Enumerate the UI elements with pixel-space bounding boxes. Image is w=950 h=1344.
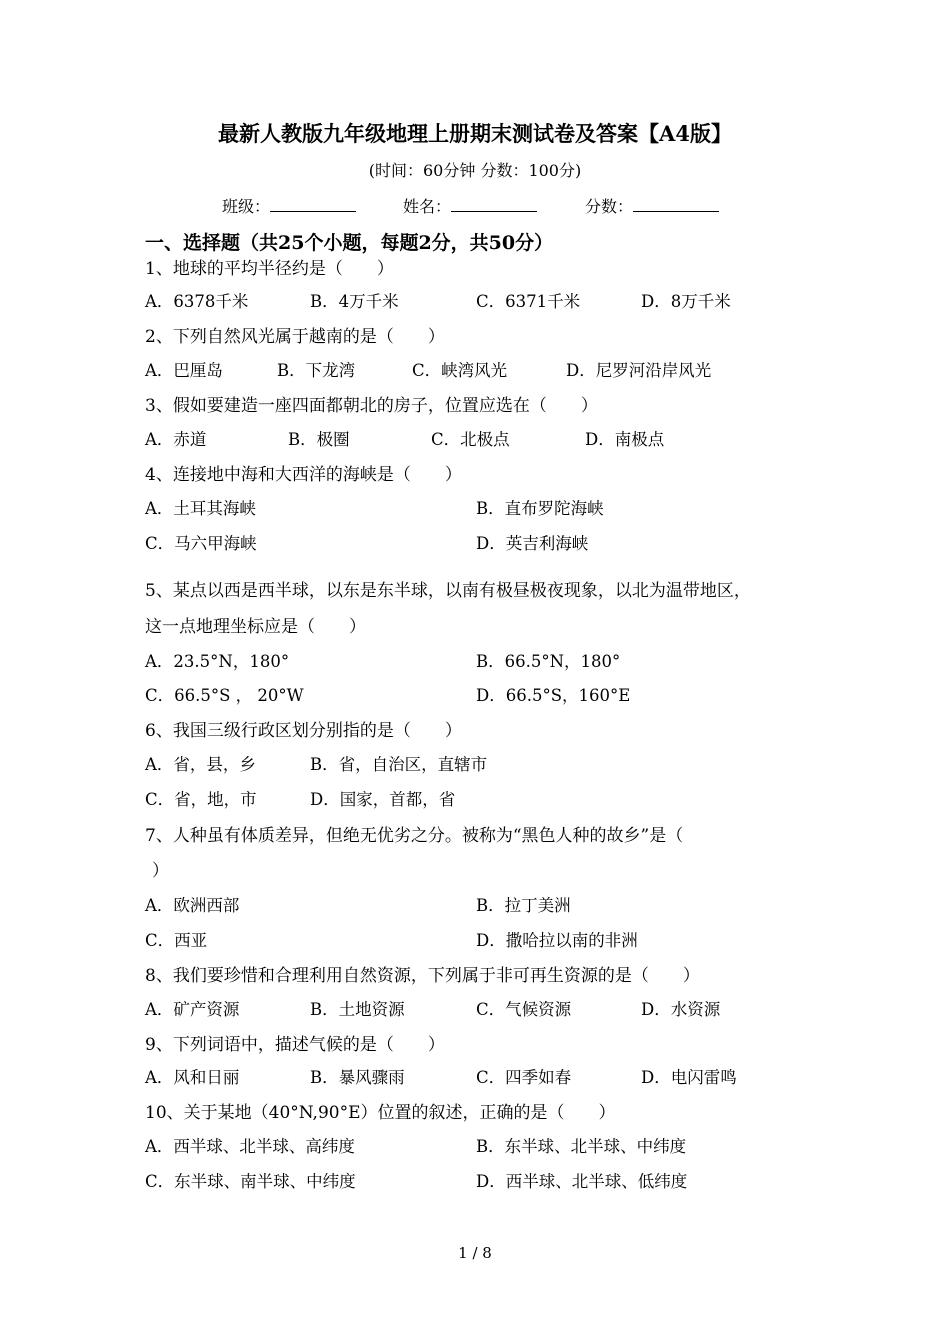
option-c: C．北极点 bbox=[431, 430, 510, 449]
option-d: D．国家，首都，省 bbox=[310, 790, 456, 809]
question-stem-continued: 这一点地理坐标应是（ ） bbox=[145, 617, 366, 637]
option-c: C．峡湾风光 bbox=[412, 361, 508, 380]
option-a: A．西半球、北半球、高纬度 bbox=[145, 1137, 355, 1156]
option-a: A．省，县，乡 bbox=[145, 755, 256, 774]
question-stem: 9、下列词语中，描述气候的是（ ） bbox=[145, 1035, 445, 1055]
question-stem: 5、某点以西是西半球，以东是东半球，以南有极昼极夜现象，以北为温带地区， bbox=[145, 581, 751, 601]
option-a: A．6378千米 bbox=[145, 292, 249, 311]
score-blank bbox=[633, 196, 719, 212]
question-stem: 7、人种虽有体质差异，但绝无优劣之分。被称为“黑色人种的故乡”是（ bbox=[145, 826, 684, 846]
score-label: 分数： bbox=[585, 197, 634, 216]
question-stem-continued: ） bbox=[152, 861, 169, 881]
option-d: D．66.5°S，160°E bbox=[476, 686, 631, 705]
option-a: A．欧洲西部 bbox=[145, 896, 240, 915]
option-b: B．省，自治区，直辖市 bbox=[310, 755, 488, 774]
option-d: D．西半球、北半球、低纬度 bbox=[476, 1172, 688, 1191]
option-c: C．西亚 bbox=[145, 931, 208, 950]
option-b: B．66.5°N，180° bbox=[476, 652, 621, 671]
option-a: A．23.5°N，180° bbox=[145, 652, 290, 671]
option-c: C．66.5°S ， 20°W bbox=[145, 686, 304, 705]
question-stem: 10、关于某地（40°N,90°E）位置的叙述，正确的是（ ） bbox=[145, 1103, 616, 1123]
option-a: A．巴厘岛 bbox=[145, 361, 223, 380]
option-d: D．水资源 bbox=[641, 1000, 721, 1019]
option-c: C．6371千米 bbox=[476, 292, 581, 311]
option-b: B．直布罗陀海峡 bbox=[476, 499, 604, 518]
option-b: B．暴风骤雨 bbox=[310, 1068, 405, 1087]
name-blank bbox=[451, 196, 537, 212]
question-stem: 6、我国三级行政区划分别指的是（ ） bbox=[145, 721, 462, 741]
class-label: 班级： bbox=[222, 197, 271, 216]
option-b: B．下龙湾 bbox=[277, 361, 356, 380]
option-b: B．东半球、北半球、中纬度 bbox=[476, 1137, 687, 1156]
option-b: B．拉丁美洲 bbox=[476, 896, 571, 915]
option-a: A．赤道 bbox=[145, 430, 207, 449]
question-stem: 3、假如要建造一座四面都朝北的房子，位置应选在（ ） bbox=[145, 396, 598, 416]
question-stem: 2、下列自然风光属于越南的是（ ） bbox=[145, 327, 445, 347]
exam-meta: (时间：60分钟 分数：100分) bbox=[368, 161, 582, 180]
option-d: D．尼罗河沿岸风光 bbox=[566, 361, 712, 380]
class-blank bbox=[270, 196, 356, 212]
page-title: 最新人教版九年级地理上册期末测试卷及答案【A4版】 bbox=[218, 121, 732, 146]
option-a: A．风和日丽 bbox=[145, 1068, 240, 1087]
option-d: D．南极点 bbox=[585, 430, 665, 449]
option-d: D．撒哈拉以南的非洲 bbox=[476, 931, 638, 950]
option-c: C．马六甲海峡 bbox=[145, 534, 257, 553]
question-stem: 4、连接地中海和大西洋的海峡是（ ） bbox=[145, 465, 462, 485]
question-stem: 1、地球的平均半径约是（ ） bbox=[145, 259, 394, 279]
option-c: C．东半球、南半球、中纬度 bbox=[145, 1172, 356, 1191]
section-title: 一、选择题（共25个小题，每题2分，共50分） bbox=[145, 232, 554, 254]
option-a: A．土耳其海峡 bbox=[145, 499, 256, 518]
option-b: B．土地资源 bbox=[310, 1000, 405, 1019]
name-label: 姓名： bbox=[403, 197, 452, 216]
score-field bbox=[585, 194, 719, 217]
option-c: C．省，地，市 bbox=[145, 790, 257, 809]
option-c: C．四季如春 bbox=[476, 1068, 572, 1087]
option-d: D．英吉利海峡 bbox=[476, 534, 589, 553]
option-c: C．气候资源 bbox=[476, 1000, 572, 1019]
question-stem: 8、我们要珍惜和合理利用自然资源，下列属于非可再生资源的是（ ） bbox=[145, 966, 700, 986]
option-b: B．4万千米 bbox=[310, 292, 399, 311]
option-a: A．矿产资源 bbox=[145, 1000, 240, 1019]
option-d: D．电闪雷鸣 bbox=[641, 1068, 737, 1087]
option-d: D．8万千米 bbox=[641, 292, 731, 311]
option-b: B．极圈 bbox=[288, 430, 350, 449]
class-field bbox=[222, 194, 356, 217]
name-field bbox=[403, 194, 537, 217]
page-number: 1 / 8 bbox=[458, 1244, 492, 1262]
